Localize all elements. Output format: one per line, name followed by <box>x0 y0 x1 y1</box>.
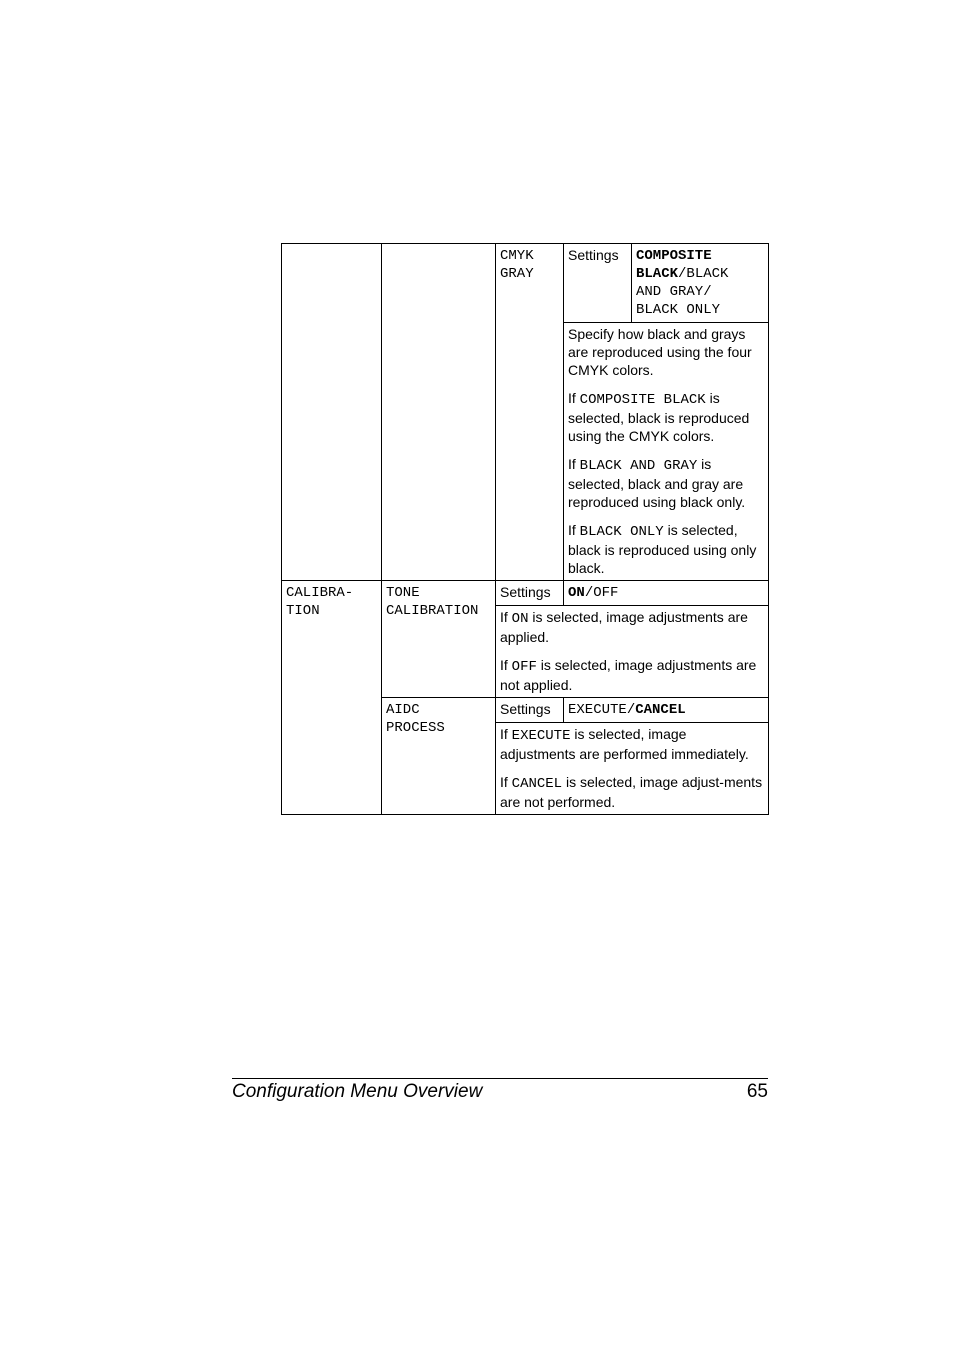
page-number: 65 <box>746 1081 768 1102</box>
menu-calibration: CALIBRA- TION <box>282 581 382 815</box>
default-option: COMPOSITE <box>636 248 712 264</box>
menu-item-cmyk-gray: CMYK GRAY <box>496 244 564 581</box>
table-row <box>282 244 769 323</box>
footer-divider <box>232 1078 768 1079</box>
settings-options: ON/OFF <box>564 581 769 606</box>
settings-options: EXECUTE/CANCEL <box>564 698 769 723</box>
default-option: CANCEL <box>635 702 686 718</box>
menu-item-aidc-process: AIDC PROCESS <box>382 698 496 815</box>
default-option: ON <box>568 585 585 601</box>
table-row <box>282 581 769 606</box>
empty-menu-cell <box>282 244 382 581</box>
configuration-menu-table <box>281 243 769 815</box>
settings-label: Settings <box>564 244 632 323</box>
description-cell: If ON is selected, image adjustments are applied. If OFF is selected, image adjustments are not applied. <box>496 606 769 698</box>
default-option: BLACK <box>636 266 679 282</box>
empty-submenu-cell <box>382 244 496 581</box>
description-cell: If EXECUTE is selected, image adjustments are performed immediately. If CANCEL is selected, image adjust-ments are not performed. <box>496 723 769 815</box>
description-cell: Specify how black and grays are reproduced using the four CMYK colors. If COMPOSITE BLACK is selected, black is reproduced using the CMYK colors. If BLACK AND GRAY is selected, black and gray are reproduced using black only. If BLACK ONLY is selected, black is reproduced using only black. <box>564 323 769 581</box>
menu-item-tone-calibration: TONE CALIBRATION <box>382 581 496 698</box>
settings-label: Settings <box>496 698 564 723</box>
settings-label: Settings <box>496 581 564 606</box>
settings-options: COMPOSITE BLACK/BLACK AND GRAY/ BLACK ONLY <box>632 244 769 323</box>
footer-title: Configuration Menu Overview <box>232 1081 483 1102</box>
